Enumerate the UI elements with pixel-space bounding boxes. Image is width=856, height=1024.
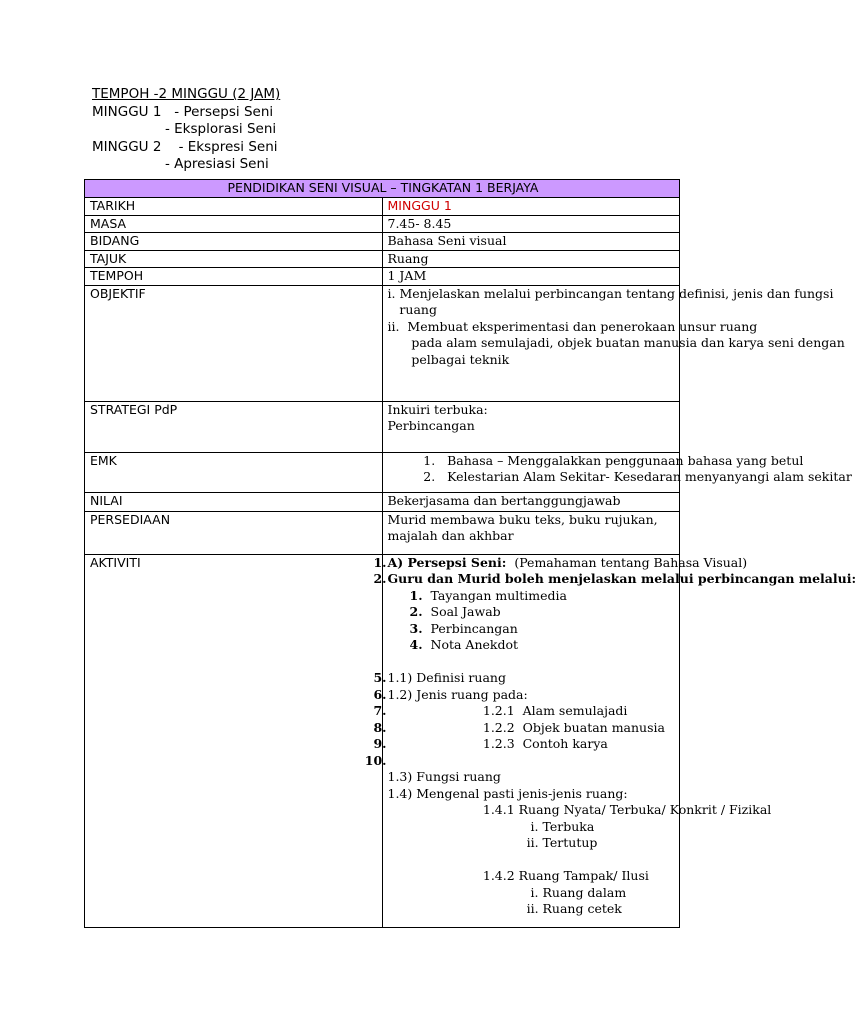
activity-number: 6.	[373, 686, 387, 702]
subsection-line: 1.2.3 Contoh karya	[387, 736, 608, 751]
duration-heading: TEMPOH -2 MINGGU (2 JAM)	[92, 86, 281, 102]
method-item	[388, 588, 677, 605]
section-line: 1.2) Jenis ruang pada:	[387, 686, 528, 702]
section-line: 1.1) Definisi ruang	[387, 670, 506, 685]
activity-intro: Guru dan Murid boleh menjelaskan melalui perbincangan melalui:	[387, 571, 856, 586]
method-item	[388, 621, 677, 638]
activity-number	[365, 637, 387, 654]
activity-number: 7.	[373, 703, 387, 718]
method-item	[388, 604, 677, 621]
method-number: 4.	[409, 637, 423, 652]
value-tajuk: Ruang	[382, 250, 680, 268]
value-persediaan: Murid membawa buku teks, buku rujukan, majalah dan akhbar	[382, 511, 680, 554]
subitem-line: i. Terbuka	[387, 818, 595, 834]
activity-numbering	[365, 555, 387, 770]
method-number: 1.	[409, 587, 423, 603]
spacer	[388, 753, 677, 770]
week2-sub-line: - Apresiasi Seni	[92, 156, 269, 172]
emk-item: 1. Bahasa – Menggalakkan penggunaan bahasa yang betul	[387, 452, 804, 468]
activity-number: 2.	[373, 571, 387, 586]
method-label: Nota Anekdot	[430, 637, 519, 652]
activity-number	[365, 621, 387, 638]
method-number: 2.	[409, 604, 423, 619]
week2-line: MINGGU 2 - Ekspresi Seni	[92, 138, 278, 155]
label-bidang: BIDANG	[85, 233, 383, 251]
value-nilai: Bekerjasama dan bertanggungjawab	[382, 492, 680, 511]
label-tajuk: TAJUK	[85, 250, 383, 268]
section-line: 1.3) Fungsi ruang	[387, 769, 501, 784]
value-emk	[382, 452, 852, 492]
subitem-line: i. Ruang dalam	[387, 884, 627, 900]
activity-number	[365, 654, 387, 671]
activity-number: 9.	[373, 736, 387, 751]
value-masa: 7.45- 8.45	[382, 215, 680, 233]
subsection-line: 1.4.2 Ruang Tampak/ Ilusi	[387, 868, 649, 883]
objective-line: ii. Membuat eksperimentasi dan penerokaan unsur ruang	[387, 318, 758, 334]
activity-number: 5.	[373, 670, 387, 685]
section-line: 1.4) Mengenal pasti jenis-jenis ruang:	[387, 785, 628, 801]
objective-line: i. Menjelaskan melalui perbincangan tentang definisi, jenis dan fungsi	[387, 285, 834, 301]
spacer	[388, 852, 677, 869]
label-nilai: NILAI	[85, 492, 383, 511]
activity-number: 8.	[373, 719, 387, 735]
strategy-line: Perbincangan	[387, 418, 475, 433]
subitem-line: ii. Ruang cetek	[387, 901, 622, 916]
objective-line: ruang	[387, 302, 437, 317]
week1-line: MINGGU 1 - Persepsi Seni	[92, 103, 274, 120]
spacer	[388, 654, 677, 671]
week1-sub-line: - Eksplorasi Seni	[92, 121, 277, 137]
activity-number: 10.	[364, 752, 387, 768]
emk-item: 2. Kelestarian Alam Sekitar- Kesedaran menyanyangi alam sekitar	[387, 469, 852, 484]
strategy-line: Inkuiri terbuka:	[387, 401, 488, 417]
objective-line: pada alam semulajadi, objek buatan manusia dan karya seni dengan	[387, 335, 845, 350]
label-tarikh: TARIKH	[85, 198, 383, 216]
subitem-line: ii. Tertutup	[387, 835, 598, 850]
activity-number	[365, 588, 387, 605]
table-title: PENDIDIKAN SENI VISUAL – TINGKATAN 1 BERJAYA	[85, 180, 680, 198]
value-tarikh: MINGGU 1	[382, 198, 680, 216]
value-aktiviti	[382, 554, 856, 927]
label-persediaan: PERSEDIAAN	[85, 511, 383, 554]
activity-heading-rest: (Pemahaman tentang Bahasa Visual)	[506, 554, 748, 570]
activity-number	[365, 604, 387, 621]
label-objektif: OBJEKTIF	[85, 285, 383, 401]
value-tempoh: 1 JAM	[382, 268, 680, 286]
label-tempoh: TEMPOH	[85, 268, 383, 286]
header-block	[92, 86, 280, 174]
subsection-line: 1.4.1 Ruang Nyata/ Terbuka/ Konkrit / Fizikal	[387, 802, 772, 817]
subsection-line: 1.2.1 Alam semulajadi	[387, 703, 628, 718]
method-label: Perbincangan	[430, 620, 518, 636]
method-item	[388, 637, 677, 654]
value-objektif	[382, 285, 845, 401]
label-strategi: STRATEGI PdP	[85, 401, 383, 452]
lesson-plan-table	[84, 179, 856, 928]
label-aktiviti-cell	[85, 554, 387, 927]
label-emk: EMK	[85, 452, 383, 492]
method-label: Tayangan multimedia	[430, 587, 568, 603]
activity-heading-bold: A) Persepsi Seni:	[387, 554, 507, 570]
value-strategi	[382, 401, 680, 452]
activity-number: 1.	[373, 554, 387, 570]
label-aktiviti: AKTIVITI	[90, 554, 141, 570]
objective-line: pelbagai teknik	[387, 351, 510, 367]
label-masa: MASA	[85, 215, 383, 233]
value-bidang: Bahasa Seni visual	[382, 233, 680, 251]
activity-heading	[387, 554, 748, 572]
method-label: Soal Jawab	[430, 604, 501, 619]
method-number: 3.	[409, 620, 423, 636]
subsection-line: 1.2.2 Objek buatan manusia	[387, 719, 665, 735]
